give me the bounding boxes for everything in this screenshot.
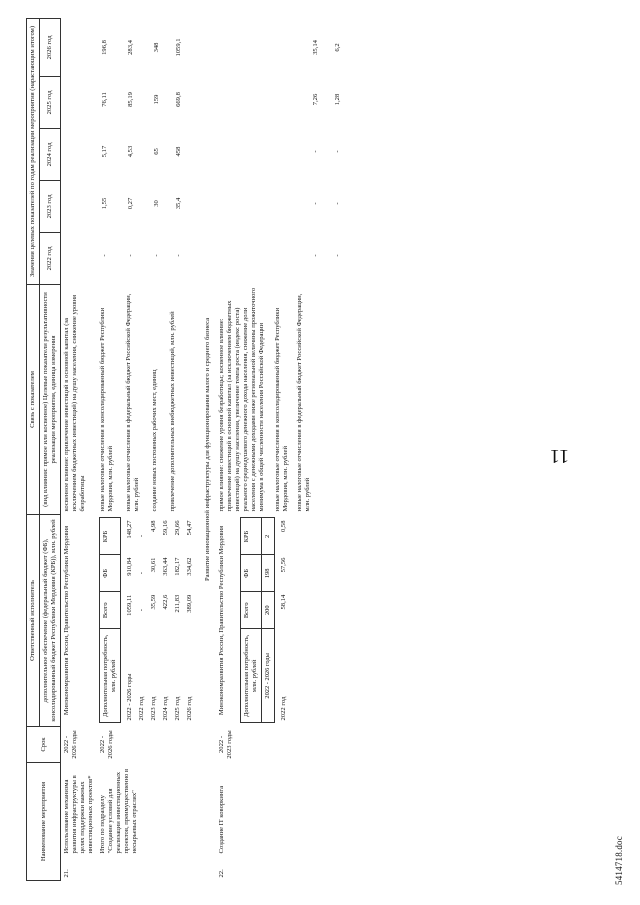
indicator-value-row xyxy=(125,21,137,281)
indicator-value-row xyxy=(310,21,322,281)
funding-header: Дополнительная потребность, млн. рублей xyxy=(100,629,121,723)
value-2023: 30 xyxy=(153,200,161,207)
measure-term: 2022 - 2023 годы xyxy=(218,730,234,759)
measure-name: Создание IT коворкинга xyxy=(218,785,226,854)
funding-header: ФБ xyxy=(100,555,121,592)
indicator-value-row xyxy=(151,21,163,281)
funding-krb: 0,58 xyxy=(279,520,287,533)
funding-fb: 198 xyxy=(261,555,274,592)
funding-krb: 59,16 xyxy=(161,520,169,536)
header-year: 2024 год xyxy=(40,128,61,180)
table-row xyxy=(61,18,98,880)
header-year: 2025 год xyxy=(40,76,61,128)
indicator-text: привлечение дополнительных внебюджетных инвестиций, млн. рублей xyxy=(169,311,177,512)
value-2022: - xyxy=(127,254,135,257)
measure-link: прямое влияние: снижение уровня безработицы; косвенное влияние: привлечение инвестиций в основной капитал (за исключением бюджетных инвестиций) на душу населения, увеличение темпа роста (индекс роста) реального среднедушевого денежного дохода населения, снижение доли населения с денежными доходами ниже региональной величины прожиточного минимума в общей численности населения Российской Федерации xyxy=(218,287,266,512)
indicator-text: создание новых постоянных рабочих мест, единиц xyxy=(151,369,159,512)
value-2026: 196,8 xyxy=(101,40,109,55)
funding-row xyxy=(124,517,136,723)
funding-total: - xyxy=(137,609,145,612)
value-2026: 6,2 xyxy=(334,43,342,52)
value-2022: - xyxy=(101,254,109,257)
funding-period: 2022 - 2026 годы xyxy=(125,673,133,721)
funding-values xyxy=(278,517,290,723)
funding-fb: 57,56 xyxy=(279,557,287,573)
indicator-values xyxy=(216,18,346,284)
indicator-value-row xyxy=(173,21,185,281)
value-2024: 458 xyxy=(175,146,183,157)
funding-row xyxy=(172,517,184,723)
funding-krb: 54,47 xyxy=(186,520,193,536)
footer-doc-id: 5414718.doc xyxy=(614,836,624,885)
value-2022: - xyxy=(312,254,320,257)
header-executor-sub: дополнительное обеспечение (федеральный бюджет (ФБ), консолидированный бюджет Республики Мордовия (КРБ)), млн. рублей xyxy=(40,514,61,726)
value-2026: 283,4 xyxy=(127,40,135,55)
funding-fb: - xyxy=(137,572,145,575)
measure-executor: Минэкономразвития России, Правительство Республики Мордовия xyxy=(63,525,71,716)
funding-period: 2023 год xyxy=(149,696,157,721)
value-2025: 85,19 xyxy=(127,92,135,107)
funding-total: 35,59 xyxy=(149,594,157,610)
funding-row xyxy=(278,517,290,723)
funding-total: 389,09 xyxy=(186,594,193,613)
table-row xyxy=(97,18,198,880)
header-name: Наименование мероприятия xyxy=(27,762,61,880)
measure-term: 2022 - 2026 годы xyxy=(63,730,79,759)
section-row xyxy=(198,18,216,880)
value-2023: 1,55 xyxy=(101,197,109,210)
header-link-sub: (вид влияния: прямое или косвенное) Целевые показатели результативности реализации мероприятия, единица измерения xyxy=(40,284,61,514)
value-2025: 159 xyxy=(153,94,161,105)
funding-row xyxy=(160,517,172,723)
value-2023: - xyxy=(334,202,342,205)
funding-total: 211,83 xyxy=(173,594,181,613)
funding-krb: 2 xyxy=(261,518,274,555)
section-title: Развитие инновационной инфраструктуры для функционирования малого и среднего бизнеса xyxy=(204,317,212,581)
value-2023: 35,4 xyxy=(175,197,183,210)
value-2024: 5,17 xyxy=(101,145,109,158)
funding-header: ФБ xyxy=(241,555,262,592)
indicator-value-row xyxy=(332,21,344,281)
value-2024: - xyxy=(334,150,342,153)
funding-row xyxy=(184,517,196,723)
funding-header: Всего xyxy=(100,592,121,629)
value-2025: 1,28 xyxy=(334,93,342,106)
funding-period: 2026 год xyxy=(186,696,193,721)
funding-header-row xyxy=(100,518,121,723)
funding-header: КРБ xyxy=(100,518,121,555)
row-number: 21. xyxy=(63,869,71,878)
funding-cell xyxy=(216,514,346,726)
funding-krb: 4,98 xyxy=(149,520,157,533)
funding-header: Дополнительная потребность, млн. рублей xyxy=(241,629,262,723)
indicator-list xyxy=(216,284,346,514)
indicator-value-row xyxy=(99,21,111,281)
funding-header: КРБ xyxy=(241,518,262,555)
subtotal-term: 2022 - 2026 годы xyxy=(99,730,115,759)
funding-period: 2022 - 2026 годы xyxy=(261,629,274,723)
value-2024: 4,53 xyxy=(127,145,135,158)
row-number: 22. xyxy=(218,869,226,878)
indicator-text: новые налоговые отчисления в федеральный бюджет Российской Федерации, млн. рублей xyxy=(296,293,312,512)
value-2025: 669,8 xyxy=(175,92,183,107)
funding-fb: 30,61 xyxy=(149,557,157,573)
funding-total: 422,6 xyxy=(161,594,169,610)
funding-table xyxy=(99,517,121,723)
value-2025: 76,11 xyxy=(101,92,109,107)
funding-krb: - xyxy=(137,534,145,538)
header-year: 2022 год xyxy=(40,232,61,284)
value-2024: - xyxy=(312,150,320,153)
funding-cell xyxy=(97,514,198,726)
funding-row xyxy=(148,517,160,723)
funding-krb: 29,66 xyxy=(173,520,181,536)
value-2026: 348 xyxy=(153,42,161,53)
funding-header: Всего xyxy=(241,592,262,629)
funding-period: 2025 год xyxy=(173,696,181,721)
value-2022: - xyxy=(153,254,161,257)
funding-fb: 334,62 xyxy=(186,557,193,576)
indicator-values xyxy=(97,18,198,284)
funding-total: 1059,11 xyxy=(125,594,133,616)
table-header-row xyxy=(27,18,40,880)
header-targets: Значения целевых показателей по годам реализации мероприятия (нарастающим итогом) xyxy=(27,18,40,284)
value-2023: 0,27 xyxy=(127,197,135,210)
value-2024: 65 xyxy=(153,148,161,155)
indicator-list xyxy=(97,284,198,514)
measure-link: косвенное влияние: привлечение инвестиций в основной капитал (за исключением бюджетных инвестиций) на душу населения, снижение уровня безработицы xyxy=(63,294,87,512)
funding-row xyxy=(261,518,274,723)
funding-krb: 148,27 xyxy=(125,520,133,539)
funding-fb: 363,44 xyxy=(161,557,169,576)
indicator-text: новые налоговые отчисления в консолидированный бюджет Республики Мордовия, млн. рублей xyxy=(99,307,115,512)
measure-name: Использование механизма развития инфраструктуры в целях поддержки важных инвестиционных проектов* xyxy=(63,775,95,854)
table-row xyxy=(216,18,346,880)
subtotal-name: Итого по подразделу "Создание условий для реализации инвестиционных проектов, преимущественно в несырьевых отраслях" xyxy=(99,768,139,854)
funding-table xyxy=(240,517,274,723)
funding-fb: 182,17 xyxy=(173,557,181,576)
funding-header-row xyxy=(241,518,262,723)
measures-table xyxy=(26,18,346,881)
value-2026: 1059,1 xyxy=(175,38,183,57)
header-term: Срок xyxy=(27,726,61,762)
value-2022: - xyxy=(175,254,183,257)
value-2023: - xyxy=(312,202,320,205)
indicator-text: новые налоговые отчисления в консолидированный бюджет Республики Мордовия, млн. рублей xyxy=(274,307,290,512)
funding-total: 200 xyxy=(261,592,274,629)
funding-period: 2024 год xyxy=(161,696,169,721)
header-year: 2026 год xyxy=(40,18,61,76)
value-2022: - xyxy=(334,254,342,257)
value-2026: 35,14 xyxy=(312,40,320,55)
header-year: 2023 год xyxy=(40,180,61,232)
header-link: Связь с показателем xyxy=(27,284,40,514)
funding-total: 58,14 xyxy=(279,594,287,610)
funding-fb: 910,84 xyxy=(125,557,133,576)
indicator-text: новые налоговые отчисления в федеральный бюджет Российской Федерации, млн. рублей xyxy=(125,293,141,512)
funding-values xyxy=(124,517,196,723)
value-2025: 7,26 xyxy=(312,93,320,106)
funding-period: 2022 год xyxy=(137,696,145,721)
measure-executor: Минэкономразвития России, Правительство Республики Мордовия xyxy=(218,525,226,716)
header-executor: Ответственный исполнитель xyxy=(27,514,40,726)
funding-period: 2022 год xyxy=(279,696,287,721)
page-number: 11 xyxy=(549,444,570,467)
funding-row xyxy=(136,517,148,723)
